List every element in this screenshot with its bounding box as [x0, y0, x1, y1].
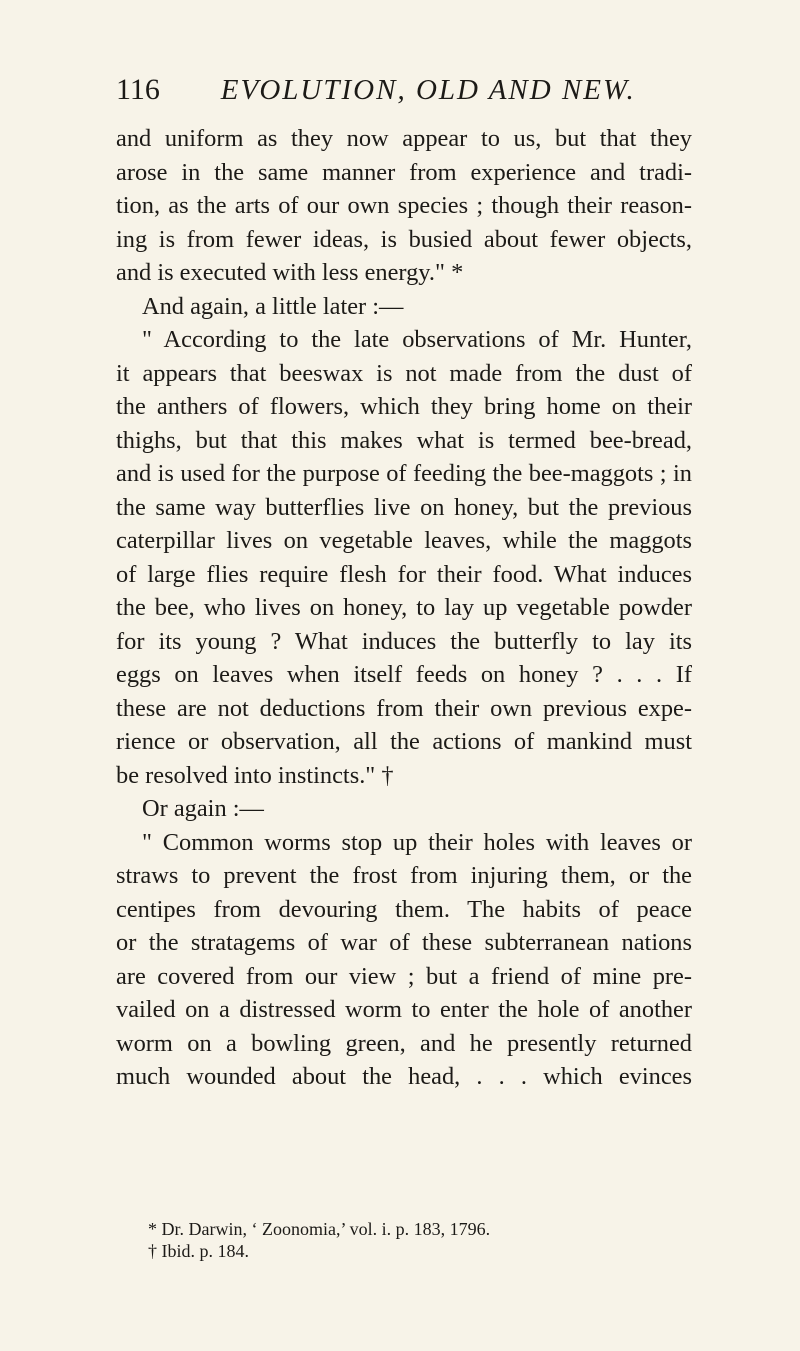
text-line: the anthers of flowers, which they bring home on their [116, 393, 692, 420]
text-line: tion, as the arts of our own species ; though their reason- [116, 192, 692, 219]
text-line: and uniform as they now appear to us, but that they [116, 125, 692, 152]
text-line: eggs on leaves when itself feeds on honey ? . . . If [116, 661, 692, 688]
text-line: it appears that beeswax is not made from the dust of [116, 359, 692, 387]
text-line: be resolved into instincts." † [116, 761, 394, 789]
footnote: † Ibid. p. 184. [148, 1241, 249, 1261]
text-line: centipes from devouring them. The habits of peace [116, 895, 692, 923]
body-text [116, 122, 692, 1094]
text-line: much wounded about the head, . . . which evinces [116, 1063, 692, 1090]
text-line: and is used for the purpose of feeding the bee-maggots ; in [116, 460, 692, 487]
text-line: or the stratagems of war of these subterranean nations [116, 929, 692, 956]
text-line: the same way butterflies live on honey, but the previous [116, 493, 692, 521]
text-line: the bee, who lives on honey, to lay up vegetable powder [116, 594, 692, 621]
text-line: ing is from fewer ideas, is busied about fewer objects, [116, 225, 692, 253]
text-line: arose in the same manner from experience and tradi- [116, 158, 692, 186]
text-line: And again, a little later :— [142, 292, 404, 320]
text-line: straws to prevent the frost from injuring them, or the [116, 862, 692, 889]
text-line: these are not deductions from their own previous expe- [116, 694, 692, 722]
text-line: for its young ? What induces the butterfly to lay its [116, 627, 692, 655]
footnote: * Dr. Darwin, ‘ Zoonomia,’ vol. i. p. 183, 1796. [148, 1219, 491, 1239]
running-title: EVOLUTION, OLD AND NEW. [220, 74, 636, 106]
text-line: " According to the late observations of Mr. Hunter, [142, 326, 692, 353]
text-line: Or again :— [142, 795, 264, 822]
text-line: are covered from our view ; but a friend of mine pre- [116, 962, 692, 990]
text-line: vailed on a distressed worm to enter the hole of another [116, 996, 692, 1023]
page-number: 116 [116, 73, 160, 106]
text-line: caterpillar lives on vegetable leaves, while the maggots [116, 527, 692, 554]
text-line: thighs, but that this makes what is termed bee-bread, [116, 426, 692, 454]
text-line: and is executed with less energy." * [116, 259, 464, 286]
text-line: of large flies require flesh for their food. What induces [116, 560, 692, 588]
running-head [116, 72, 716, 108]
text-line: worm on a bowling green, and he presently returned [116, 1029, 692, 1057]
text-line: rience or observation, all the actions of mankind must [116, 728, 692, 755]
footnotes [116, 1218, 692, 1262]
text-line: " Common worms stop up their holes with leaves or [142, 828, 692, 856]
